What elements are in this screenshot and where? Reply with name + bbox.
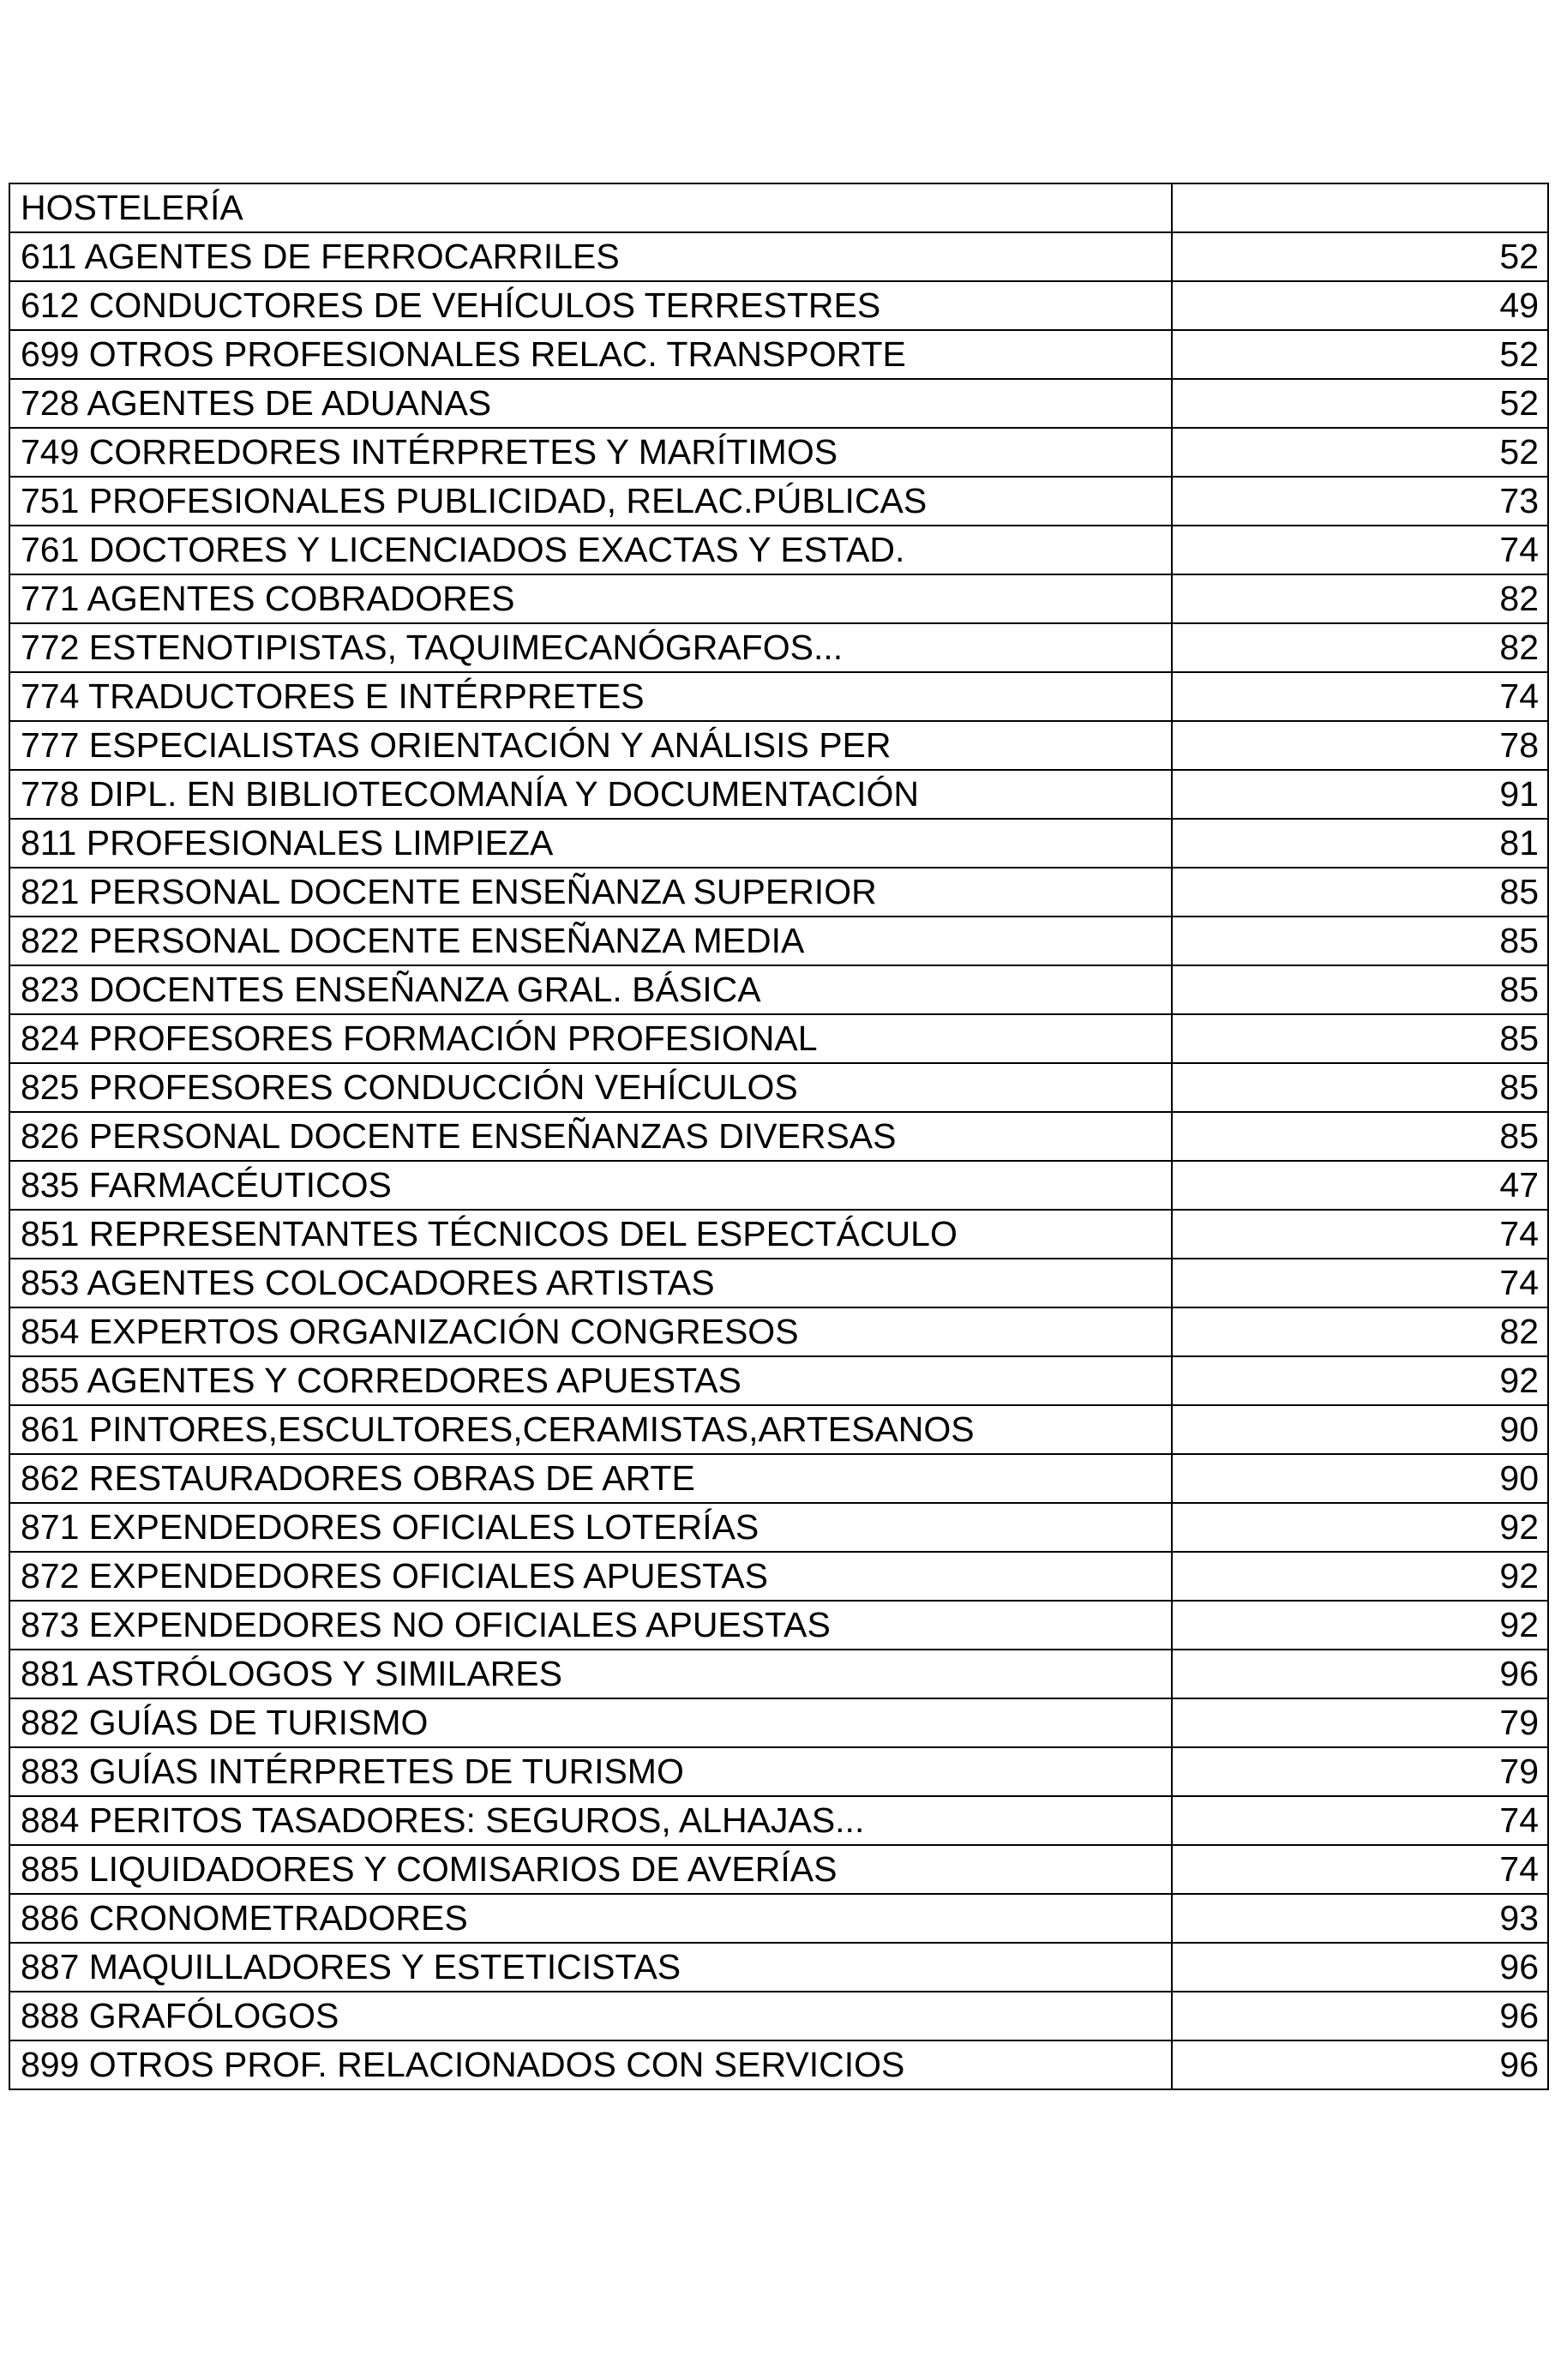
occupation-value-cell: 85 bbox=[1172, 1063, 1548, 1112]
occupation-label-cell: 835 FARMACÉUTICOS bbox=[9, 1161, 1172, 1210]
table-row bbox=[9, 1356, 1548, 1405]
occupation-label-cell: 821 PERSONAL DOCENTE ENSEÑANZA SUPERIOR bbox=[9, 868, 1172, 917]
occupation-value-cell: 74 bbox=[1172, 1259, 1548, 1307]
table-row bbox=[9, 1650, 1548, 1698]
occupation-value-cell: 49 bbox=[1172, 281, 1548, 330]
occupation-value-cell: 79 bbox=[1172, 1698, 1548, 1747]
occupation-label-cell: 771 AGENTES COBRADORES bbox=[9, 574, 1172, 623]
table-row bbox=[9, 330, 1548, 379]
occupation-label-cell: 885 LIQUIDADORES Y COMISARIOS DE AVERÍAS bbox=[9, 1845, 1172, 1894]
occupation-value-cell: 73 bbox=[1172, 477, 1548, 526]
table-row bbox=[9, 1845, 1548, 1894]
table-row bbox=[9, 1894, 1548, 1943]
header-label-cell: HOSTELERÍA bbox=[9, 183, 1172, 232]
occupation-value-cell: 81 bbox=[1172, 819, 1548, 868]
occupation-value-cell: 96 bbox=[1172, 1650, 1548, 1698]
occupation-label-cell: 778 DIPL. EN BIBLIOTECOMANÍA Y DOCUMENTACIÓN bbox=[9, 770, 1172, 819]
occupation-value-cell: 90 bbox=[1172, 1405, 1548, 1454]
occupation-label-cell: 883 GUÍAS INTÉRPRETES DE TURISMO bbox=[9, 1747, 1172, 1796]
occupation-label-cell: 899 OTROS PROF. RELACIONADOS CON SERVICIOS bbox=[9, 2040, 1172, 2089]
occupation-label-cell: 826 PERSONAL DOCENTE ENSEÑANZAS DIVERSAS bbox=[9, 1112, 1172, 1161]
occupation-label-cell: 823 DOCENTES ENSEÑANZA GRAL. BÁSICA bbox=[9, 965, 1172, 1014]
table-row bbox=[9, 1063, 1548, 1112]
occupation-label-cell: 888 GRAFÓLOGOS bbox=[9, 1992, 1172, 2040]
occupation-label-cell: 751 PROFESIONALES PUBLICIDAD, RELAC.PÚBLICAS bbox=[9, 477, 1172, 526]
occupation-label-cell: 761 DOCTORES Y LICENCIADOS EXACTAS Y ESTAD. bbox=[9, 526, 1172, 574]
occupation-value-cell: 74 bbox=[1172, 672, 1548, 721]
occupation-label-cell: 862 RESTAURADORES OBRAS DE ARTE bbox=[9, 1454, 1172, 1503]
header-value-cell bbox=[1172, 183, 1548, 232]
table-header-row bbox=[9, 183, 1548, 232]
occupation-label-cell: 811 PROFESIONALES LIMPIEZA bbox=[9, 819, 1172, 868]
occupation-label-cell: 728 AGENTES DE ADUANAS bbox=[9, 379, 1172, 428]
occupation-value-cell: 91 bbox=[1172, 770, 1548, 819]
occupation-value-cell: 93 bbox=[1172, 1894, 1548, 1943]
table-row bbox=[9, 1992, 1548, 2040]
table-row bbox=[9, 428, 1548, 477]
table-row bbox=[9, 1454, 1548, 1503]
occupation-label-cell: 612 CONDUCTORES DE VEHÍCULOS TERRESTRES bbox=[9, 281, 1172, 330]
table-row bbox=[9, 1112, 1548, 1161]
table-row bbox=[9, 721, 1548, 770]
table-row bbox=[9, 1259, 1548, 1307]
occupation-label-cell: 882 GUÍAS DE TURISMO bbox=[9, 1698, 1172, 1747]
occupation-value-cell: 92 bbox=[1172, 1356, 1548, 1405]
table-row bbox=[9, 868, 1548, 917]
occupation-label-cell: 884 PERITOS TASADORES: SEGUROS, ALHAJAS... bbox=[9, 1796, 1172, 1845]
table-row bbox=[9, 477, 1548, 526]
table-row bbox=[9, 819, 1548, 868]
table-row bbox=[9, 2040, 1548, 2089]
occupation-label-cell: 881 ASTRÓLOGOS Y SIMILARES bbox=[9, 1650, 1172, 1698]
table-row bbox=[9, 1943, 1548, 1992]
occupation-value-cell: 85 bbox=[1172, 917, 1548, 965]
occupation-value-cell: 85 bbox=[1172, 868, 1548, 917]
table-row bbox=[9, 1698, 1548, 1747]
occupation-value-cell: 85 bbox=[1172, 965, 1548, 1014]
table-row bbox=[9, 1747, 1548, 1796]
table-row bbox=[9, 1552, 1548, 1601]
occupation-value-cell: 82 bbox=[1172, 574, 1548, 623]
table-row bbox=[9, 672, 1548, 721]
occupation-label-cell: 887 MAQUILLADORES Y ESTETICISTAS bbox=[9, 1943, 1172, 1992]
occupation-label-cell: 777 ESPECIALISTAS ORIENTACIÓN Y ANÁLISIS PER bbox=[9, 721, 1172, 770]
occupation-value-cell: 74 bbox=[1172, 1210, 1548, 1259]
table-row bbox=[9, 623, 1548, 672]
occupation-label-cell: 774 TRADUCTORES E INTÉRPRETES bbox=[9, 672, 1172, 721]
table-row bbox=[9, 1014, 1548, 1063]
table-row bbox=[9, 917, 1548, 965]
occupation-value-cell: 52 bbox=[1172, 428, 1548, 477]
occupation-label-cell: 611 AGENTES DE FERROCARRILES bbox=[9, 232, 1172, 281]
table-row bbox=[9, 965, 1548, 1014]
occupation-value-cell: 96 bbox=[1172, 2040, 1548, 2089]
occupation-label-cell: 854 EXPERTOS ORGANIZACIÓN CONGRESOS bbox=[9, 1307, 1172, 1356]
occupation-value-cell: 74 bbox=[1172, 526, 1548, 574]
occupation-label-cell: 772 ESTENOTIPISTAS, TAQUIMECANÓGRAFOS... bbox=[9, 623, 1172, 672]
occupation-label-cell: 825 PROFESORES CONDUCCIÓN VEHÍCULOS bbox=[9, 1063, 1172, 1112]
occupation-value-cell: 74 bbox=[1172, 1845, 1548, 1894]
table-row bbox=[9, 379, 1548, 428]
occupation-value-cell: 52 bbox=[1172, 232, 1548, 281]
occupation-label-cell: 871 EXPENDEDORES OFICIALES LOTERÍAS bbox=[9, 1503, 1172, 1552]
occupation-value-cell: 78 bbox=[1172, 721, 1548, 770]
occupation-value-cell: 52 bbox=[1172, 379, 1548, 428]
occupation-value-cell: 79 bbox=[1172, 1747, 1548, 1796]
table-row bbox=[9, 281, 1548, 330]
occupation-value-cell: 92 bbox=[1172, 1552, 1548, 1601]
table-row bbox=[9, 1601, 1548, 1650]
occupation-value-cell: 92 bbox=[1172, 1503, 1548, 1552]
occupation-value-cell: 92 bbox=[1172, 1601, 1548, 1650]
occupation-label-cell: 873 EXPENDEDORES NO OFICIALES APUESTAS bbox=[9, 1601, 1172, 1650]
occupation-value-cell: 74 bbox=[1172, 1796, 1548, 1845]
table-row bbox=[9, 1210, 1548, 1259]
occupation-label-cell: 749 CORREDORES INTÉRPRETES Y MARÍTIMOS bbox=[9, 428, 1172, 477]
occupation-label-cell: 822 PERSONAL DOCENTE ENSEÑANZA MEDIA bbox=[9, 917, 1172, 965]
table-row bbox=[9, 232, 1548, 281]
occupation-value-cell: 85 bbox=[1172, 1014, 1548, 1063]
occupation-label-cell: 824 PROFESORES FORMACIÓN PROFESIONAL bbox=[9, 1014, 1172, 1063]
occupation-label-cell: 861 PINTORES,ESCULTORES,CERAMISTAS,ARTESANOS bbox=[9, 1405, 1172, 1454]
occupation-value-cell: 47 bbox=[1172, 1161, 1548, 1210]
occupation-value-cell: 82 bbox=[1172, 1307, 1548, 1356]
occupation-label-cell: 886 CRONOMETRADORES bbox=[9, 1894, 1172, 1943]
occupation-label-cell: 853 AGENTES COLOCADORES ARTISTAS bbox=[9, 1259, 1172, 1307]
table-row bbox=[9, 574, 1548, 623]
table-row bbox=[9, 1161, 1548, 1210]
occupation-label-cell: 872 EXPENDEDORES OFICIALES APUESTAS bbox=[9, 1552, 1172, 1601]
occupation-label-cell: 699 OTROS PROFESIONALES RELAC. TRANSPORTE bbox=[9, 330, 1172, 379]
occupation-value-cell: 85 bbox=[1172, 1112, 1548, 1161]
occupation-value-cell: 82 bbox=[1172, 623, 1548, 672]
occupation-value-cell: 90 bbox=[1172, 1454, 1548, 1503]
occupation-value-cell: 96 bbox=[1172, 1943, 1548, 1992]
occupation-value-cell: 96 bbox=[1172, 1992, 1548, 2040]
occupation-label-cell: 855 AGENTES Y CORREDORES APUESTAS bbox=[9, 1356, 1172, 1405]
table-body bbox=[9, 183, 1548, 2089]
table-row bbox=[9, 1796, 1548, 1845]
table-row bbox=[9, 770, 1548, 819]
table-row bbox=[9, 1503, 1548, 1552]
occupation-value-cell: 52 bbox=[1172, 330, 1548, 379]
table-row bbox=[9, 1405, 1548, 1454]
table-row bbox=[9, 526, 1548, 574]
table-row bbox=[9, 1307, 1548, 1356]
occupation-label-cell: 851 REPRESENTANTES TÉCNICOS DEL ESPECTÁCULO bbox=[9, 1210, 1172, 1259]
occupation-codes-table bbox=[9, 183, 1549, 2090]
